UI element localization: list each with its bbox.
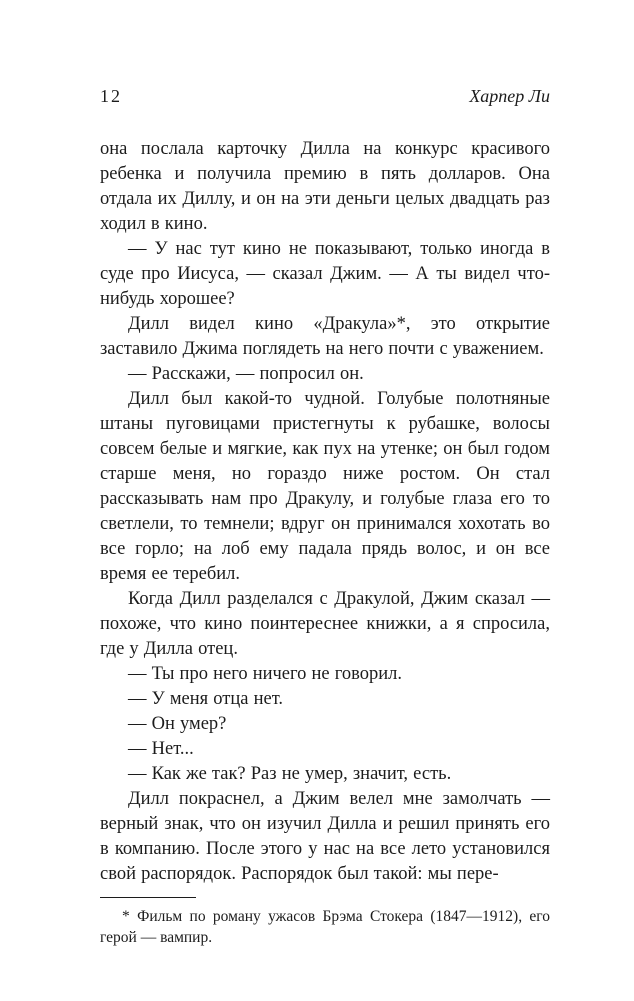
paragraph: Дилл видел кино «Дракула»*, это открытие заставило Джима поглядеть на него почти с уважением. bbox=[100, 314, 550, 359]
paragraph: она послала карточку Дилла на конкурс красивого ребенка и получила премию в пять долларов. Она отдала их Диллу, и он на эти деньги целых двадцать раз ходил в кино. bbox=[100, 139, 550, 234]
paragraph: Когда Дилл разделался с Дракулой, Джим сказал — похоже, что кино поинтереснее книжки, а я спросила, где у Дилла отец. bbox=[100, 589, 550, 659]
footnote-text: * Фильм по роману ужасов Брэма Стокера (1847—1912), его герой — вампир. bbox=[100, 908, 550, 946]
paragraph: — Нет... bbox=[128, 739, 194, 759]
running-head bbox=[100, 86, 550, 107]
paragraph: — У меня отца нет. bbox=[128, 689, 284, 709]
footnote-rule bbox=[100, 897, 196, 898]
paragraph: Дилл был какой-то чудной. Голубые полотняные штаны пуговицами пристегнуты к рубашке, волосы совсем белые и мягкие, как пух на утенке; он был годом старше меня, но гораздо ниже ростом. Он стал рассказывать нам про Дракулу, и голубые глаза его то светлели, то темнели; вдруг он принимался хохотать во все горло; на лоб ему падала прядь волос, и он все время ее теребил. bbox=[100, 389, 550, 584]
paragraph: — Ты про него ничего не говорил. bbox=[128, 664, 402, 684]
body-text bbox=[100, 137, 550, 887]
paragraph: — Расскажи, — попросил он. bbox=[128, 364, 364, 384]
paragraph: Дилл покраснел, а Джим велел мне замолчать — верный знак, что он изучил Дилла и решил принять его в компанию. После этого у нас на все лето установился свой распорядок. Распорядок был такой: мы пере- bbox=[100, 789, 550, 884]
paragraph: — У нас тут кино не показывают, только иногда в суде про Иисуса, — сказал Джим. — А ты видел что-нибудь хорошее? bbox=[100, 239, 550, 309]
paragraph: — Он умер? bbox=[128, 714, 227, 734]
page-number: 12 bbox=[100, 86, 122, 106]
running-title: Харпер Ли bbox=[469, 86, 550, 106]
paragraph: — Как же так? Раз не умер, значит, есть. bbox=[128, 764, 452, 784]
footnote-block bbox=[100, 897, 550, 948]
